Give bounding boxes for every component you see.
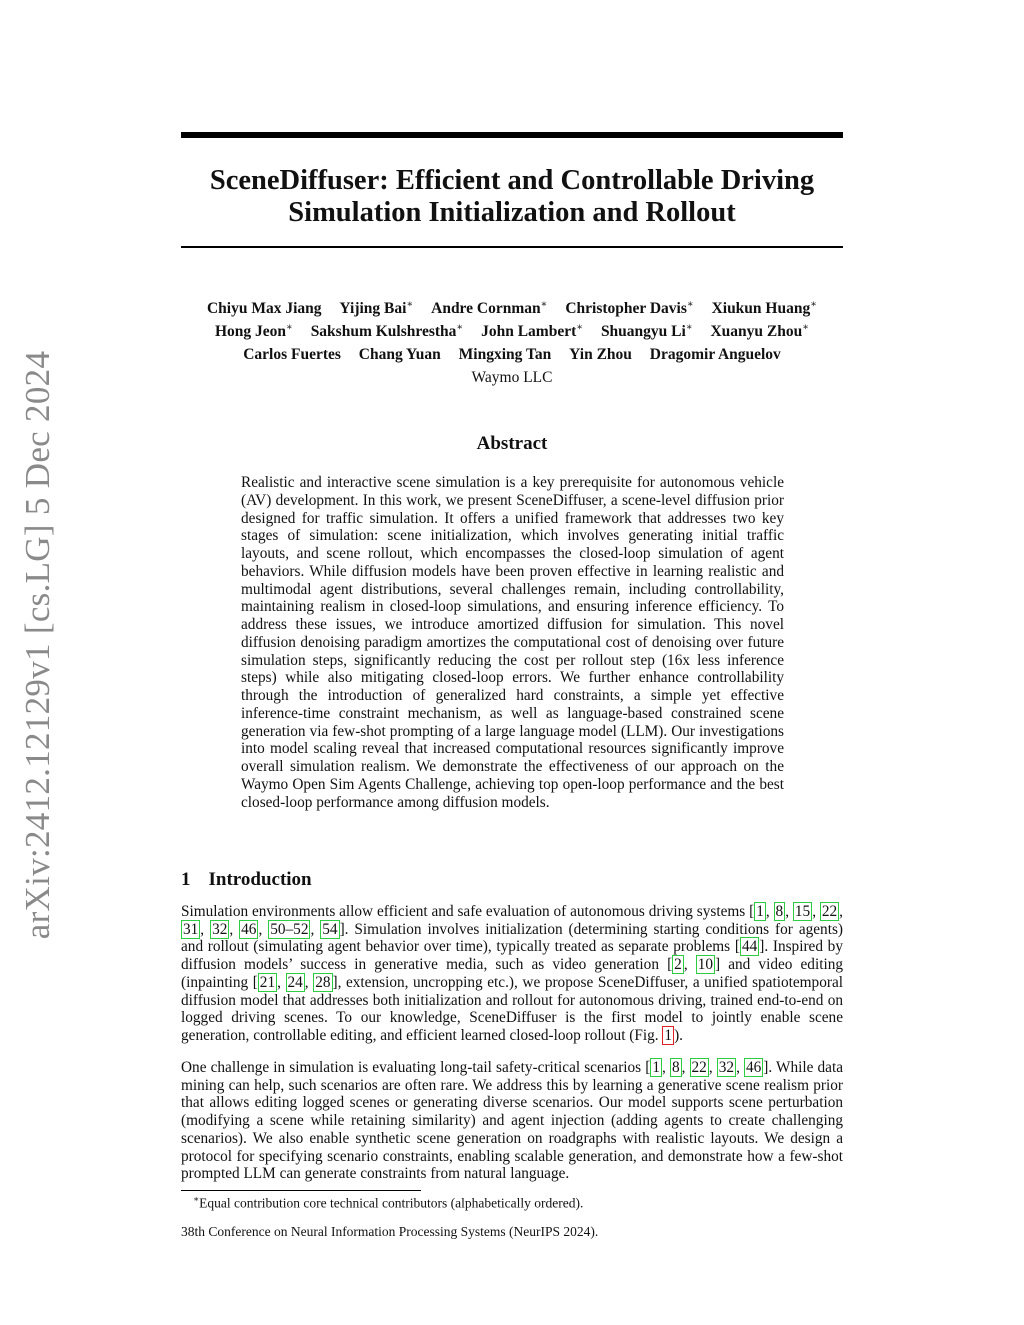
author: Dragomir Anguelov	[649, 346, 781, 364]
citation-link[interactable]: 46	[746, 1059, 762, 1076]
author: Christopher Davis∗	[565, 299, 694, 318]
citation-link[interactable]: 22	[691, 1059, 707, 1076]
citation-link[interactable]: 21	[259, 973, 276, 991]
section-title: Introduction	[208, 869, 312, 890]
citation-link[interactable]: 22	[821, 903, 838, 920]
citation-link[interactable]: 28	[315, 973, 331, 991]
author: Sakshum Kulshrestha∗	[310, 322, 464, 341]
citation-link[interactable]: 1	[756, 903, 764, 920]
citation-link[interactable]: 24	[287, 973, 303, 991]
section-number: 1	[181, 869, 191, 890]
citation-link[interactable]: 1	[652, 1059, 660, 1076]
abstract-heading: Abstract	[476, 433, 548, 454]
citation-link[interactable]: 31	[183, 920, 199, 938]
author: Mingxing Tan	[458, 346, 552, 364]
author-line-1	[150, 295, 874, 318]
author: Xiukun Huang∗	[711, 299, 818, 318]
title-rule-top	[181, 132, 843, 138]
title-rule-bottom	[181, 246, 843, 248]
footnote: ∗Equal contribution core technical contributors (alphabetically ordered).	[193, 1194, 584, 1211]
citation-link[interactable]: 15	[794, 903, 811, 920]
paper-title: SceneDiffuser: Efficient and Controllable Driving Simulation Initialization and Rollout	[209, 165, 815, 228]
author-line-2	[150, 318, 874, 341]
intro-paragraph-1: Simulation environments allow efficient and safe evaluation of autonomous driving systems [ 1 , 8 , 15 , 22 , 31 , 32 , 46 , 50–52 , 54 ]. Simulation involves initialization (determining starting conditions for agents) and rollout (simulating agent behavior over time), typically treated as separate problems [ 44 ]. Inspired by diffusion models’ success in generative media, such as video generation [ 2 , 10 ] and video editing (inpainting [ 21 , 24 , 28 ], extension, uncropping etc.), we propose SceneDiffuser, a unified spatiotemporal diffusion model that addresses both initialization and rollout for autonomous driving, trained end-to-end on logged driving scenes. To our knowledge, SceneDiffuser is the first model to jointly enable scene generation, controllable editing, and efficient learned closed-loop rollout (Fig. 1 ).	[181, 903, 843, 1044]
author: Yin Zhou	[569, 346, 632, 364]
citation-link[interactable]: 44	[741, 938, 758, 956]
author: John Lambert∗	[481, 322, 584, 341]
section-heading	[181, 869, 312, 891]
author: Andre Cornman∗	[431, 299, 548, 318]
author: Chiyu Max Jiang	[206, 300, 322, 318]
citation-link[interactable]: 32	[212, 920, 228, 938]
venue-note: 38th Conference on Neural Information Processing Systems (NeurIPS 2024).	[181, 1224, 599, 1239]
arxiv-stamp	[12, 350, 64, 940]
author-line-3	[150, 341, 874, 364]
abstract-body: Realistic and interactive scene simulation is a key prerequisite for autonomous vehicle (AV) development. In this work, we present SceneDiffuser, a scene-level diffusion prior designed for traffic simulation. It offers a unified framework that addresses two key stages of simulation: scene initialization, which involves generating initial traffic layouts, and scene rollout, which encompasses the closed-loop simulation of agent behaviors. While diffusion models have been proven effective in learning realistic and multimodal agent distributions, several challenges remain, including controllability, maintaining realism in closed-loop simulations, and ensuring inference efficiency. To address these issues, we introduce amortized diffusion for simulation. This novel diffusion denoising paradigm amortizes the computational cost of denoising over future simulation steps, significantly reducing the cost per rollout step (16x less inference steps) while also mitigating closed-loop errors. We further enhance controllability through the introduction of generalized hard constraints, a simple yet effective inference-time constraint mechanism, as well as language-based constrained scene generation via few-shot prompting of a large language model (LLM). Our investigations into model scaling reveal that increased computational resources significantly improve overall simulation realism. We demonstrate the effectiveness of our approach on the Waymo Open Sim Agents Challenge, achieving top open-loop performance and the best closed-loop performance among diffusion models.	[241, 474, 784, 811]
citation-link[interactable]: 32	[718, 1059, 735, 1076]
author: Shuangyu Li∗	[600, 322, 693, 341]
footnote-rule	[181, 1190, 421, 1191]
citation-link[interactable]: 8	[671, 1059, 680, 1076]
citation-link[interactable]: 50–52	[270, 920, 309, 938]
affiliation: Waymo LLC	[471, 369, 553, 386]
intro-paragraph-2: One challenge in simulation is evaluating long-tail safety-critical scenarios [ 1 , 8 , 22 , 32 , 46 ]. While data mining can help, such scenarios are often rare. We address this by learning a generative scene realism prior that allows editing logged scenes or generating diverse scenarios. Our model supports scene perturbation (modifying a scene while retaining similarity) and agent injection (adding agents to create challenging scenarios). We also enable synthetic scene generation on roadgraphs with realistic layouts. We design a protocol for specifying scenario constraints, enabling scalable generation, and demonstrate how a few-shot prompted LLM can generate constraints from natural language.	[181, 1059, 843, 1183]
citation-link[interactable]: 8	[775, 903, 784, 920]
author: Chang Yuan	[358, 346, 441, 364]
author: Hong Jeon∗	[214, 322, 293, 341]
author-list	[150, 295, 874, 364]
author: Carlos Fuertes	[243, 346, 341, 364]
citation-link[interactable]: 10	[697, 956, 714, 974]
arxiv-stamp-text: arXiv:2412.12129v1 [cs.LG] 5 Dec 2024	[18, 350, 57, 940]
citation-link[interactable]: 46	[241, 920, 257, 938]
figure-link[interactable]: 1	[664, 1026, 673, 1044]
citation-link[interactable]: 2	[674, 956, 682, 974]
author: Xuanyu Zhou∗	[710, 322, 810, 341]
citation-link[interactable]: 54	[322, 920, 338, 938]
author: Yijing Bai∗	[339, 299, 414, 318]
